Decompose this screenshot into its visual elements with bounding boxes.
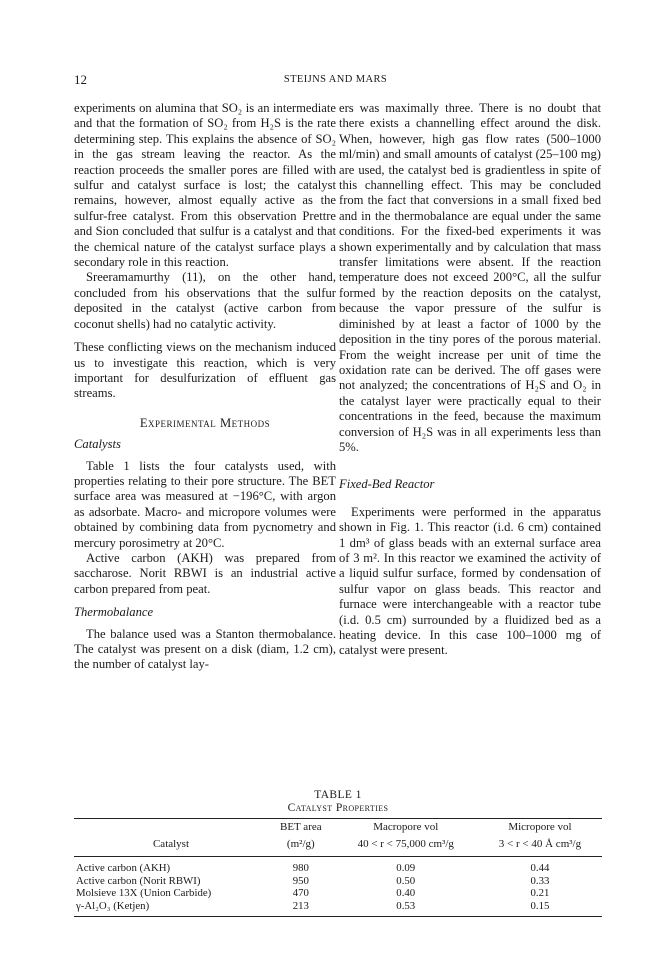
thermobalance-paragraph: The balance used was a Stanton thermobalance. The catalyst was present on a disk (diam, 1.2 cm), the number of catalyst lay- <box>74 626 336 672</box>
header-catalyst: Catalyst <box>74 836 268 857</box>
table-row <box>74 900 602 917</box>
conflicting-views-paragraph: These conflicting views on the mechanism induced us to investigate this reaction, which is very important for desulfurization of effluent gas streams. <box>74 340 336 401</box>
catalyst-name: Active carbon (AKH) <box>76 862 171 874</box>
bet-area-value: 980 <box>292 862 309 874</box>
header-macropore-line1: Macropore vol <box>334 819 478 837</box>
micropore-value: 0.21 <box>530 887 550 900</box>
page-number: 12 <box>74 72 87 87</box>
catalyst-properties-table <box>74 818 602 917</box>
catalyst-name: Molsieve 13X (Union Carbide) <box>76 887 212 900</box>
bet-area-value: 950 <box>292 874 309 887</box>
micropore-value: 0.44 <box>530 862 550 874</box>
subsection-heading-catalysts: Catalysts <box>74 437 121 452</box>
header-macropore-range: 40 < r < 75,000 cm³/g <box>334 836 478 857</box>
subsection-heading-thermobalance: Thermobalance <box>74 605 154 620</box>
thermobalance-paragraph-continued: ers was maximally three. There is no doubt that there exists a channelling effect around the disk. When, however, high gas flow rates (500–1000 ml/min) and small amounts of catalyst (25–100 mg) are used, the catalyst bed is gradientless in spite of this channelling effect. This may be concluded from the fact that conversions in a small fixed bed and in the thermobalance are equal under the same conditions. For the fixed-bed experiments it was shown experimentally and by calculation that mass transfer limitations were absent. If the reaction temperature does not exceed 200°C, all the sulfur formed by the reaction deposits on the catalyst, because the vapor pressure of the sulfur is diminished by at least a factor of 1000 by the deposition in the tiny pores of the porous material. From the weight increase per unit of time the oxidation rate can be derived. The off gases were not analyzed; the concentrations of H₂S and O₂ in the catalyst layer were practically equal to their concentrations in the feed, because the maximum conversion of H₂S was in all experiments less than 5%. <box>339 101 601 454</box>
section-heading-experimental-methods: Experimental Methods <box>139 415 271 430</box>
fixed-bed-paragraph: Experiments were performed in the apparatus shown in Fig. 1. This reactor (i.d. 6 cm) contained 1 dm³ of glass beads with an external surface area of 3 m². In this reactor we examined the activity of a liquid sulfur surface, formed by condensation of sulfur vapor on glass beads. This reactor and furnace were interchangeable with a reactor tube (i.d. 0.5 cm) surrounded by a fluidized bed as a heating device. In this case 100–1000 mg of catalyst were present. <box>339 504 601 658</box>
catalyst-name: Active carbon (Norit RBWI) <box>76 874 201 887</box>
macropore-value: 0.53 <box>334 900 478 917</box>
table-1 <box>74 789 602 917</box>
intro-paragraph-continued: experiments on alumina that SO₂ is an intermediate and that the formation of SO₂ from H₂S is the rate determining step. This explains the absence of SO₂ in the gas stream leaving the reactor. As the reaction proceeds the smaller pores are filled with sulfur and catalyst surface is lost; the catalyst remains, however, almost equally active as the sulfur-free catalyst. From this observation Prettre and Sion concluded that sulfur is a catalyst and that the chemical nature of the catalyst surface plays a secondary role in this reaction. <box>74 101 336 270</box>
table-caption: Catalyst Properties <box>287 802 389 814</box>
table-row <box>74 887 602 900</box>
running-head: STEIJNS AND MARS <box>283 74 388 85</box>
catalysts-paragraph-1: Table 1 lists the four catalysts used, with properties relating to their pore structure. The BET surface area was measured at −196°C, with argon as adsorbate. Macro- and micropore volumes were obtained by combining data from pycnometry and mercury porosimetry at 20°C. <box>74 458 336 550</box>
subsection-heading-fixed-bed-reactor: Fixed-Bed Reactor <box>339 477 435 492</box>
macropore-value: 0.50 <box>396 874 416 887</box>
micropore-value: 0.33 <box>530 874 550 887</box>
micropore-value: 0.15 <box>478 900 602 917</box>
sreeramamurthy-paragraph: Sreeramamurthy (11), on the other hand, concluded from his observations that the sulfur deposited in the catalyst (active carbon from coconut shells) had no catalytic activity. <box>74 270 336 331</box>
table-row <box>74 875 602 888</box>
catalysts-paragraph-2: Active carbon (AKH) was prepared from saccharose. Norit RBWI is an industrial active carbon prepared from peat. <box>74 550 336 596</box>
header-micropore-range: 3 < r < 40 Å cm³/g <box>478 836 602 857</box>
bet-area-value: 470 <box>292 887 309 900</box>
bet-area-value: 213 <box>268 900 334 917</box>
right-column <box>339 101 601 659</box>
header-bet-area-unit: (m²/g) <box>268 836 334 857</box>
catalyst-name: γ-Al₂O₃ (Ketjen) <box>74 900 268 917</box>
header-catalyst-line1 <box>74 819 268 837</box>
macropore-value: 0.40 <box>396 887 416 900</box>
table-row <box>74 857 602 875</box>
macropore-value: 0.09 <box>396 862 416 874</box>
header-bet-area-line1: BET area <box>268 819 334 837</box>
left-column <box>74 101 336 673</box>
table-label: TABLE 1 <box>314 789 362 801</box>
header-micropore-line1: Micropore vol <box>478 819 602 837</box>
